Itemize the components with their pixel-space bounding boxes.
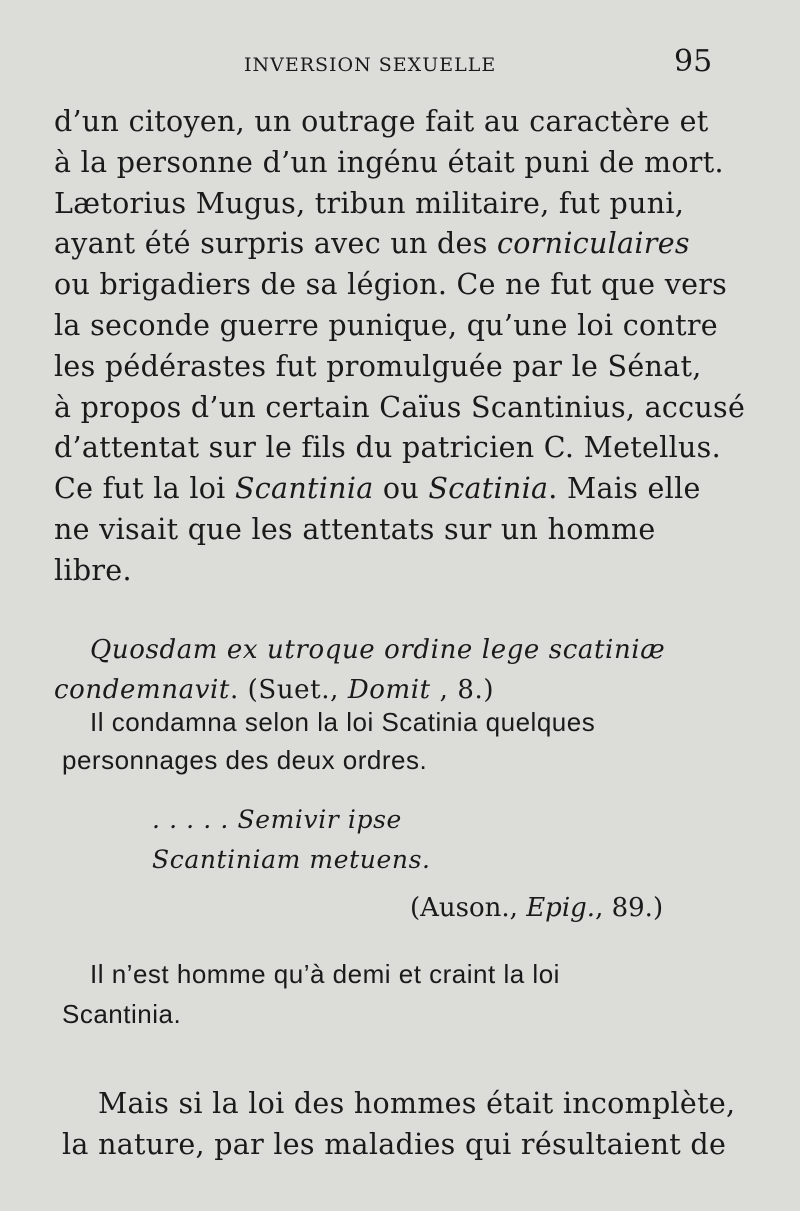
latin-quotation bbox=[54, 630, 730, 710]
citation-close: , 89.) bbox=[595, 893, 664, 923]
text-run: ayant été surpris avec un des bbox=[54, 227, 498, 261]
latin-run: condemnavit bbox=[54, 675, 230, 705]
text-line: à propos d’un certain Caïus Scantinius, accusé bbox=[54, 390, 746, 424]
text-line: ne visait que les attentats sur un homme bbox=[54, 512, 656, 546]
verse-quotation bbox=[152, 800, 712, 880]
citation-work: Domit bbox=[347, 675, 431, 705]
text-line bbox=[54, 469, 728, 510]
verse-line: . . . . . Semivir ipse bbox=[152, 805, 402, 834]
text-line: libre. bbox=[54, 553, 132, 587]
text-line: à la personne d’un ingénu était puni de mort. bbox=[54, 145, 724, 179]
translation-line: Scantinia. bbox=[62, 999, 182, 1029]
main-paragraph bbox=[54, 102, 746, 592]
translation-line: personnages des deux ordres. bbox=[62, 745, 428, 775]
text-line: ou brigadiers de sa légion. Ce ne fut que vers bbox=[54, 268, 728, 302]
italic-term: Scatinia bbox=[428, 472, 549, 506]
text-line: d’attentat sur le fils du patricien C. Metellus. bbox=[54, 431, 721, 465]
citation-close: , 8.) bbox=[430, 675, 495, 705]
text-line bbox=[54, 224, 728, 265]
citation-open: . (Suet., bbox=[229, 675, 348, 705]
latin-line: Quosdam ex utroque ordine lege scatiniæ bbox=[90, 635, 666, 665]
text-line: les pédérastes fut promulguée par le Sénat, bbox=[54, 349, 702, 383]
translation-line: Il n’est homme qu’à demi et craint la loi bbox=[90, 959, 560, 989]
citation-work: Epig. bbox=[526, 893, 596, 923]
quote-translation bbox=[62, 703, 728, 779]
text-run: ou bbox=[373, 472, 429, 506]
text-line: la nature, par les maladies qui résultaient de bbox=[62, 1127, 727, 1161]
text-line: Mais si la loi des hommes était incomplète, bbox=[98, 1087, 736, 1120]
closing-paragraph bbox=[62, 1084, 736, 1166]
text-line: d’un citoyen, un outrage fait au caractère et bbox=[54, 105, 709, 138]
italic-term: corniculaires bbox=[497, 227, 690, 261]
translation-line: Il condamna selon la loi Scatinia quelques bbox=[90, 707, 596, 737]
verse-citation bbox=[410, 888, 663, 928]
running-head: INVERSION SEXUELLE bbox=[244, 54, 497, 76]
text-line: Lætorius Mugus, tribun militaire, fut puni, bbox=[54, 186, 685, 220]
page-number: 95 bbox=[674, 44, 713, 79]
verse-translation bbox=[62, 954, 728, 1034]
text-run: Ce fut la loi bbox=[54, 472, 235, 506]
page-header bbox=[0, 44, 800, 84]
text-line: la seconde guerre punique, qu’une loi contre bbox=[54, 308, 718, 342]
citation-open: (Auson., bbox=[410, 893, 527, 923]
text-run: . Mais elle bbox=[548, 472, 701, 506]
italic-term: Scantinia bbox=[234, 472, 374, 506]
verse-line: Scantiniam metuens. bbox=[152, 845, 431, 874]
